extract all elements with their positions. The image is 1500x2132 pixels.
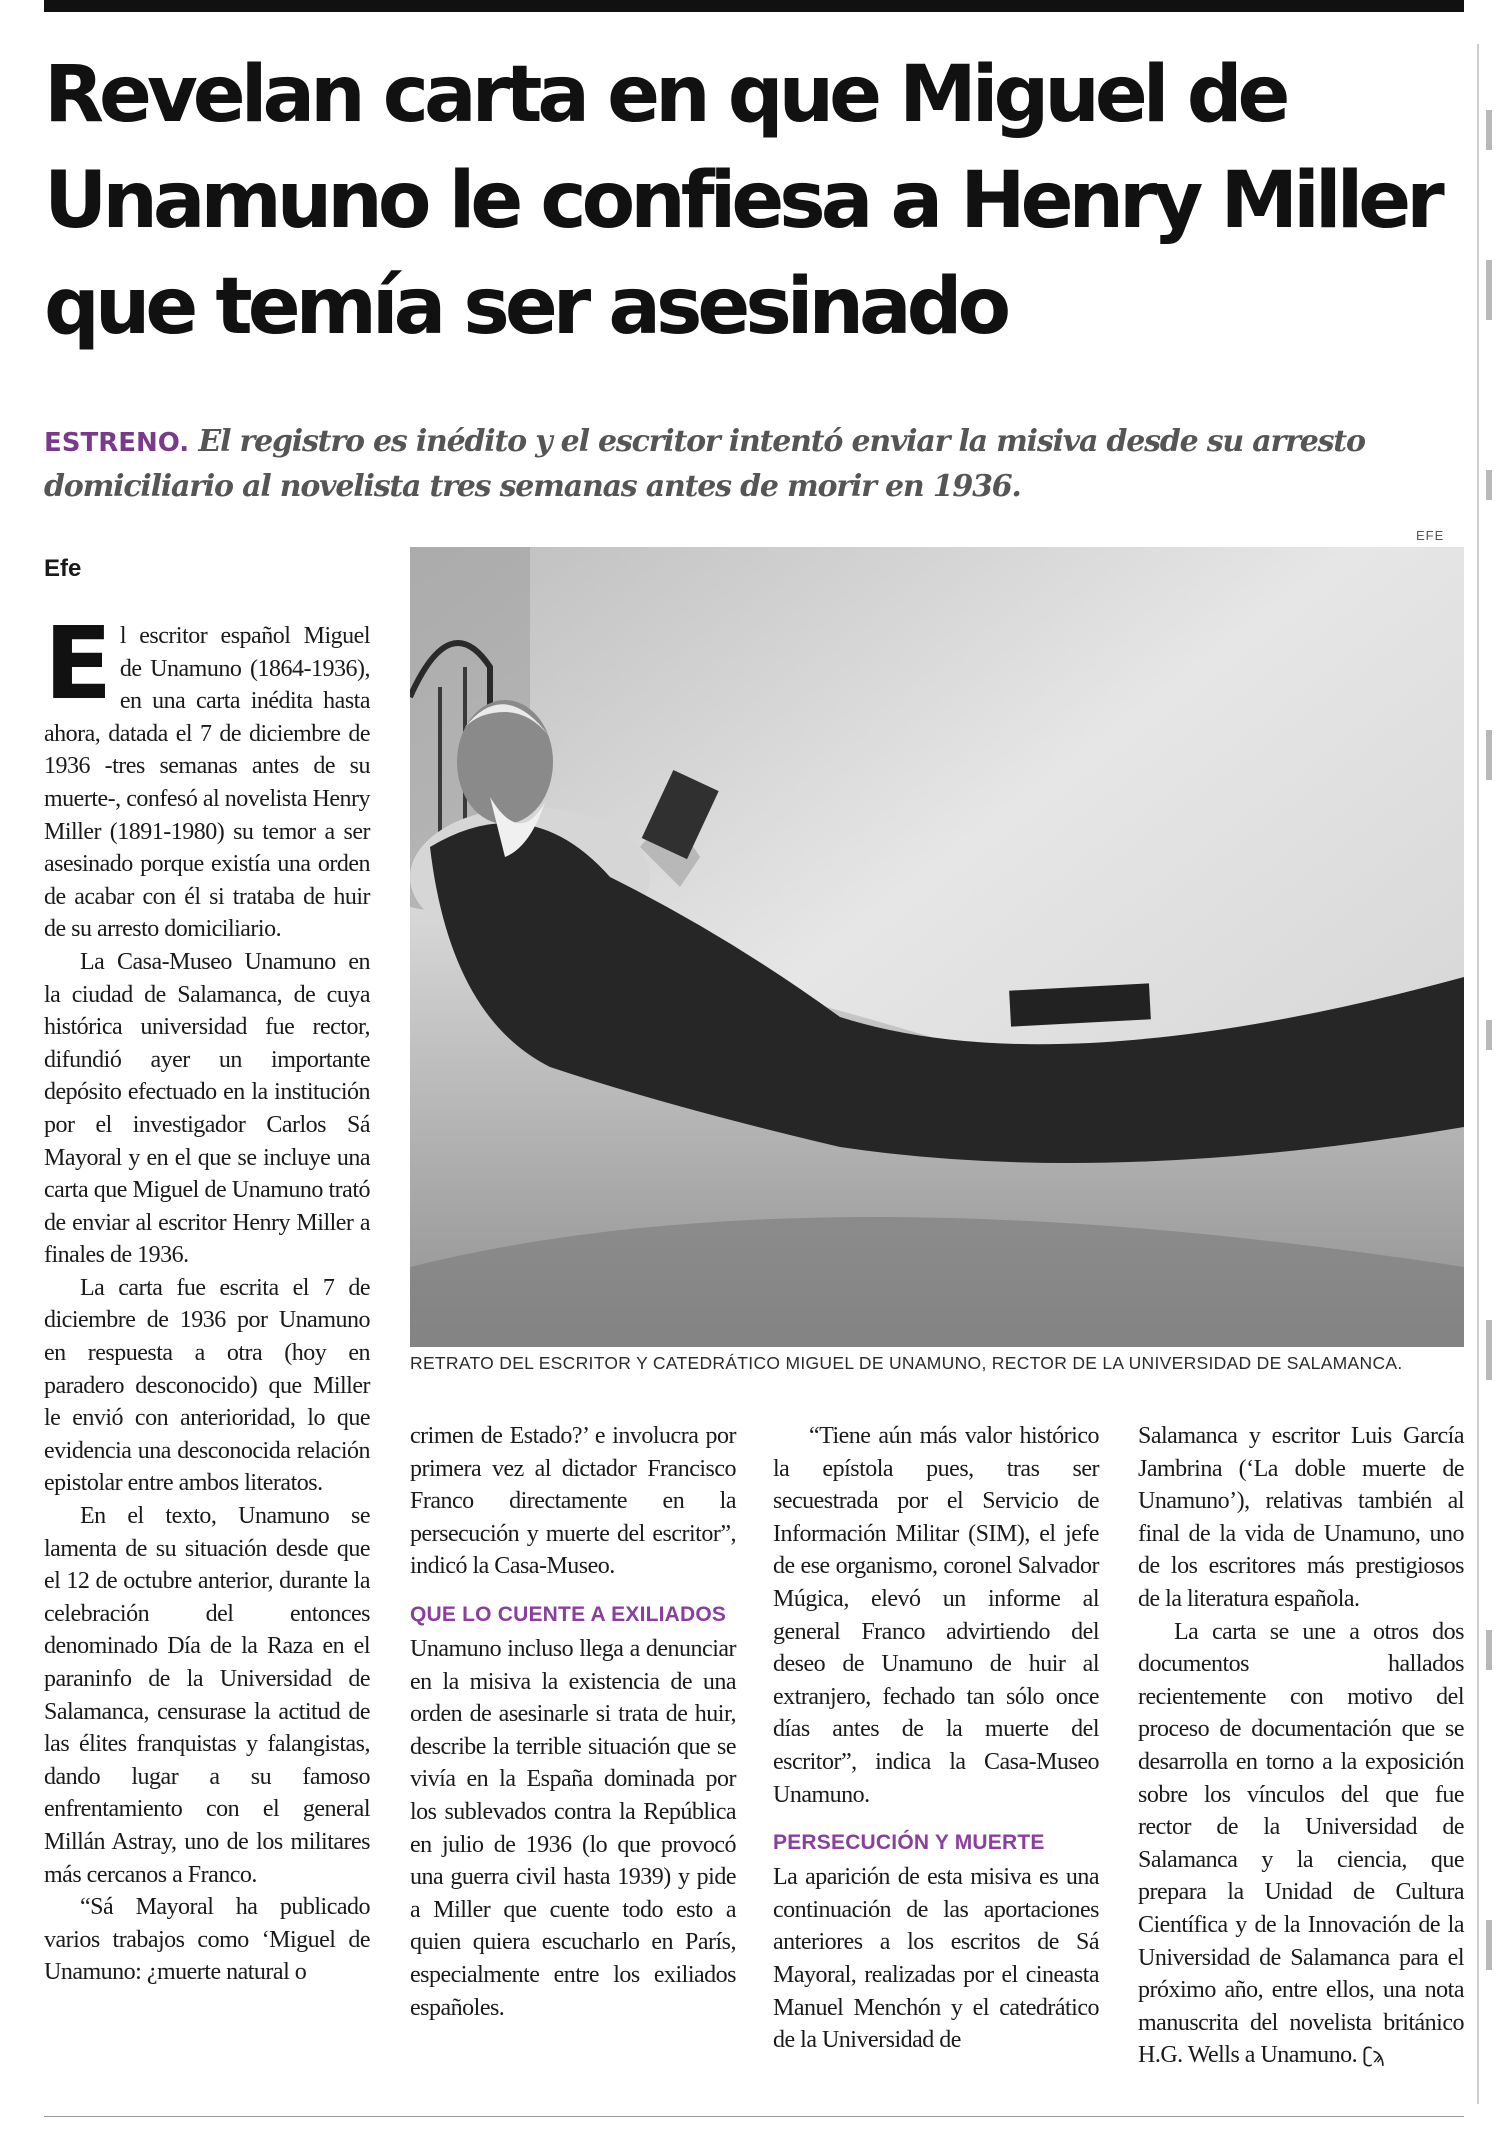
- body-paragraph: Salamanca y escritor Luis García Jambrina (‘La doble muerte de Unamuno’), relativas también al final de la vida de Unamuno, uno de los escritores más prestigiosos de la literatura española.: [1138, 1423, 1464, 1612]
- drop-cap: E: [44, 605, 112, 722]
- body-paragraph: “Tiene aún más valor histórico la epístola pues, tras ser secuestrada por el Servicio de Información Militar (SIM), el jefe de ese organismo, coronel Salvador Múgica, elevó un informe al general Franco advirtiendo del deseo de Unamuno de huir al extranjero, fechado tan sólo once días antes de la muerte del escritor”, indica la Casa-Museo Unamuno.: [773, 1423, 1099, 1808]
- body-paragraph: crimen de Estado?’ e involucra por primera vez al dictador Francisco Franco directamente en la persecución y muerte del escritor”, indicó la Casa-Museo.: [410, 1423, 736, 1580]
- adjacent-page-fringe: [1482, 40, 1500, 2110]
- body-paragraph: [1138, 1616, 1464, 2072]
- bottom-rule: [44, 2116, 1464, 2117]
- unamuno-portrait-illustration: [410, 547, 1464, 1347]
- photo-caption: RETRATO DEL ESCRITOR Y CATEDRÁTICO MIGUEL DE UNAMUNO, RECTOR DE LA UNIVERSIDAD DE SALAMANCA.: [410, 1353, 1403, 1373]
- closing-paragraph-text: La carta se une a otros dos documentos hallados recientemente con motivo del proceso de documentación que se desarrolla en torno a la exposición sobre los vínculos del que fue rector de la Universidad de Salamanca y la ciencia, que prepara la Unidad de Cultura Científica y de la Innovación de la Universidad de Salamanca para el próximo año, entre ellos, una nota manuscrita del novelista británico H.G. Wells a Unamuno.: [1138, 1618, 1464, 2069]
- article-photo: [410, 547, 1464, 1347]
- body-paragraph: En el texto, Unamuno se lamenta de su situación desde que el 12 de octubre anterior, durante la celebración del entonces denominado Día de la Raza en el paraninfo de la Universidad de Salamanca, censurase la actitud de las élites franquistas y falangistas, dando lugar a su famoso enfrentamiento con el general Millán Astray, uno de los militares más cercanos a Franco.: [44, 1503, 370, 1888]
- byline: Efe: [44, 555, 82, 582]
- lead-paragraph: [44, 605, 370, 946]
- body-paragraph: “Sá Mayoral ha publicado varios trabajos como ‘Miguel de Unamuno: ¿muerte natural o: [44, 1894, 370, 1986]
- article-column-2: [410, 1420, 736, 2024]
- body-paragraph: La aparición de esta misiva es una continuación de las aportaciones anteriores a los escritos de Sá Mayoral, realizadas por el cineasta Manuel Menchón y el catedrático de la Universidad de: [773, 1864, 1099, 2054]
- top-rule: [44, 0, 1464, 12]
- body-paragraph: La Casa-Museo Unamuno en la ciudad de Salamanca, de cuya histórica universidad fue rector, difundió ayer un importante depósito efectuado en la institución por el investigador Carlos Sá Mayoral y en el que se incluye una carta que Miguel de Unamuno trató de enviar al escritor Henry Miller a finales de 1936.: [44, 948, 370, 1269]
- headline: Revelan carta en que Miguel de Unamuno le confiesa a Henry Miller que temía ser asesinado: [44, 50, 1440, 352]
- article-column-4: [1138, 1420, 1464, 2072]
- section-kicker: ESTRENO.: [44, 428, 190, 458]
- subheadline: [44, 420, 1464, 509]
- section-heading: QUE LO CUENTE A EXILIADOS: [410, 1602, 727, 1626]
- column-divider: [1477, 44, 1479, 2104]
- lead-paragraph-text: l escritor español Miguel de Unamuno (1864-1936), en una carta inédita hasta ahora, datada el 7 de diciembre de 1936 -tres semanas antes de su muerte-, confesó al novelista Henry Miller (1891-1980) su temor a ser asesinado porque existía una orden de acabar con él si trataba de huir de su arresto domiciliario.: [44, 623, 370, 943]
- subheadline-text: El registro es inédito y el escritor intentó enviar la misiva desde su arresto domiciliario al novelista tres semanas antes de morir en 1936.: [44, 424, 1365, 504]
- body-paragraph: Unamuno incluso llega a denunciar en la misiva la existencia de una orden de asesinarle si trata de huir, describe la terrible situación que se vivía en la España dominada por los sublevados contra la República en julio de 1936 (lo que provocó una guerra civil hasta 1939) y pide a Miller que cuente todo esto a quien quiera escucharlo en París, especialmente entre los exiliados españoles.: [410, 1635, 736, 2021]
- end-mark-icon: ʗϡ: [1362, 2043, 1385, 2068]
- section-heading: PERSECUCIÓN Y MUERTE: [773, 1831, 1045, 1855]
- article-column-1: [44, 605, 370, 1989]
- photo-credit: EFE: [1416, 528, 1445, 543]
- article-column-3: [773, 1420, 1099, 2057]
- body-paragraph: La carta fue escrita el 7 de diciembre de 1936 por Unamuno en respuesta a otra (hoy en paradero desconocido) que Miller le envió con anterioridad, lo que evidencia una desconocida relación epistolar entre ambos literatos.: [44, 1274, 370, 1497]
